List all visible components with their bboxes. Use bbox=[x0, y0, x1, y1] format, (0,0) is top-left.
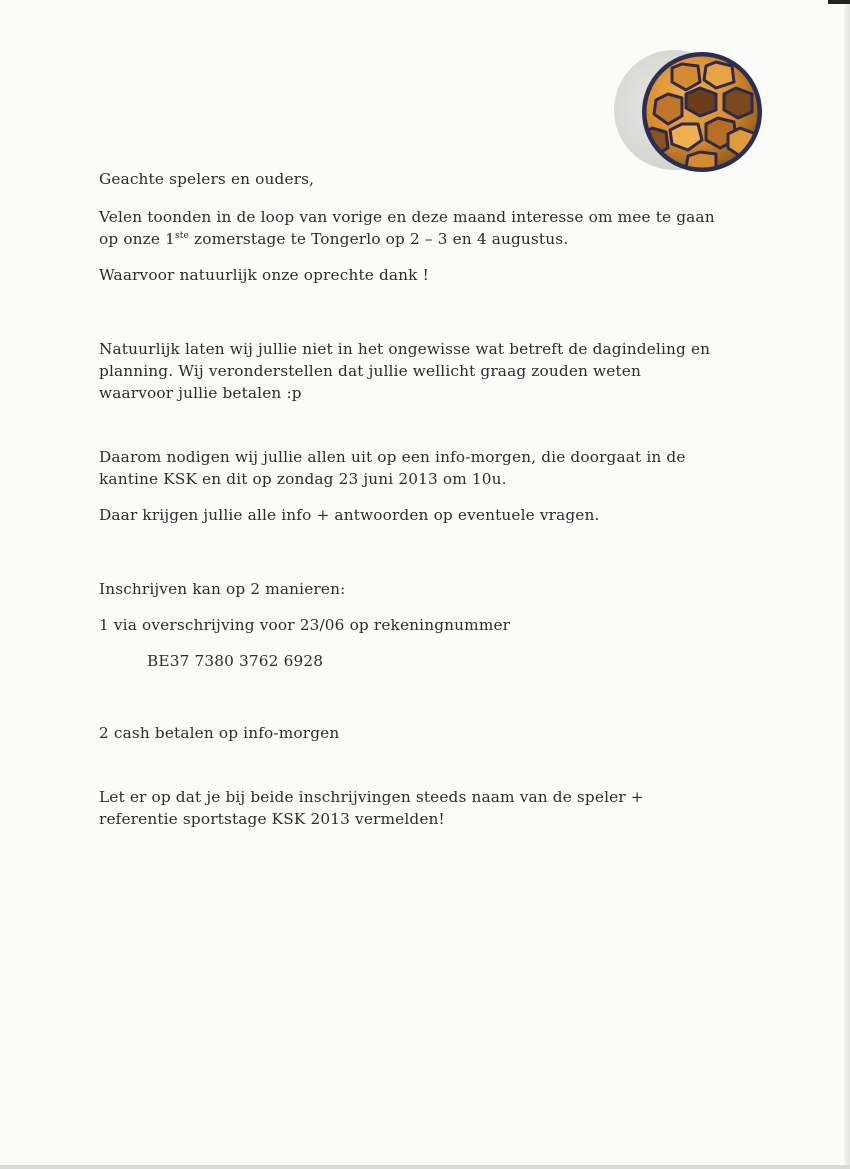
paragraph-planning-line1: Natuurlijk laten wij jullie niet in het ongewisse wat betreft de dagindeling en bbox=[99, 340, 711, 358]
paragraph-thanks: Waarvoor natuurlijk onze oprechte dank ! bbox=[99, 266, 429, 284]
scan-corner-mark bbox=[828, 0, 850, 4]
paragraph-planning-line3: waarvoor jullie betalen :p bbox=[99, 384, 302, 402]
paragraph-invitation-line1: Daarom nodigen wij jullie allen uit op een info-morgen, die doorgaat in de bbox=[99, 448, 686, 466]
registration-option-transfer: 1 via overschrijving voor 23/06 op rekeningnummer bbox=[99, 616, 511, 634]
football-ball-icon bbox=[612, 50, 764, 174]
paragraph-invitation-line2: kantine KSK en dit op zondag 23 juni 2013 om 10u. bbox=[99, 470, 507, 488]
registration-option-cash: 2 cash betalen op info-morgen bbox=[99, 724, 340, 742]
paragraph-interest-suffix: zomerstage te Tongerlo op 2 – 3 en 4 augustus. bbox=[189, 230, 569, 248]
bank-account-number: BE37 7380 3762 6928 bbox=[147, 652, 324, 670]
paragraph-interest-prefix: op onze 1 bbox=[99, 230, 175, 248]
paragraph-info: Daar krijgen jullie alle info + antwoorden op eventuele vragen. bbox=[99, 506, 600, 524]
paragraph-reference-line2: referentie sportstage KSK 2013 vermelden! bbox=[99, 810, 445, 828]
paragraph-registration: Inschrijven kan op 2 manieren: bbox=[99, 580, 346, 598]
ordinal-superscript: ste bbox=[174, 231, 189, 241]
paragraph-interest-line1: Velen toonden in de loop van vorige en deze maand interesse om mee te gaan bbox=[99, 208, 715, 226]
paragraph-planning-line2: planning. Wij veronderstellen dat jullie wellicht graag zouden weten bbox=[99, 362, 641, 380]
paragraph-interest-line2 bbox=[99, 228, 759, 250]
letter-body bbox=[99, 168, 759, 830]
paragraph-reference-line1: Let er op dat je bij beide inschrijvingen steeds naam van de speler + bbox=[99, 788, 644, 806]
greeting: Geachte spelers en ouders, bbox=[99, 170, 315, 188]
scan-bottom-edge bbox=[0, 1165, 850, 1169]
page-edge bbox=[844, 0, 850, 1169]
